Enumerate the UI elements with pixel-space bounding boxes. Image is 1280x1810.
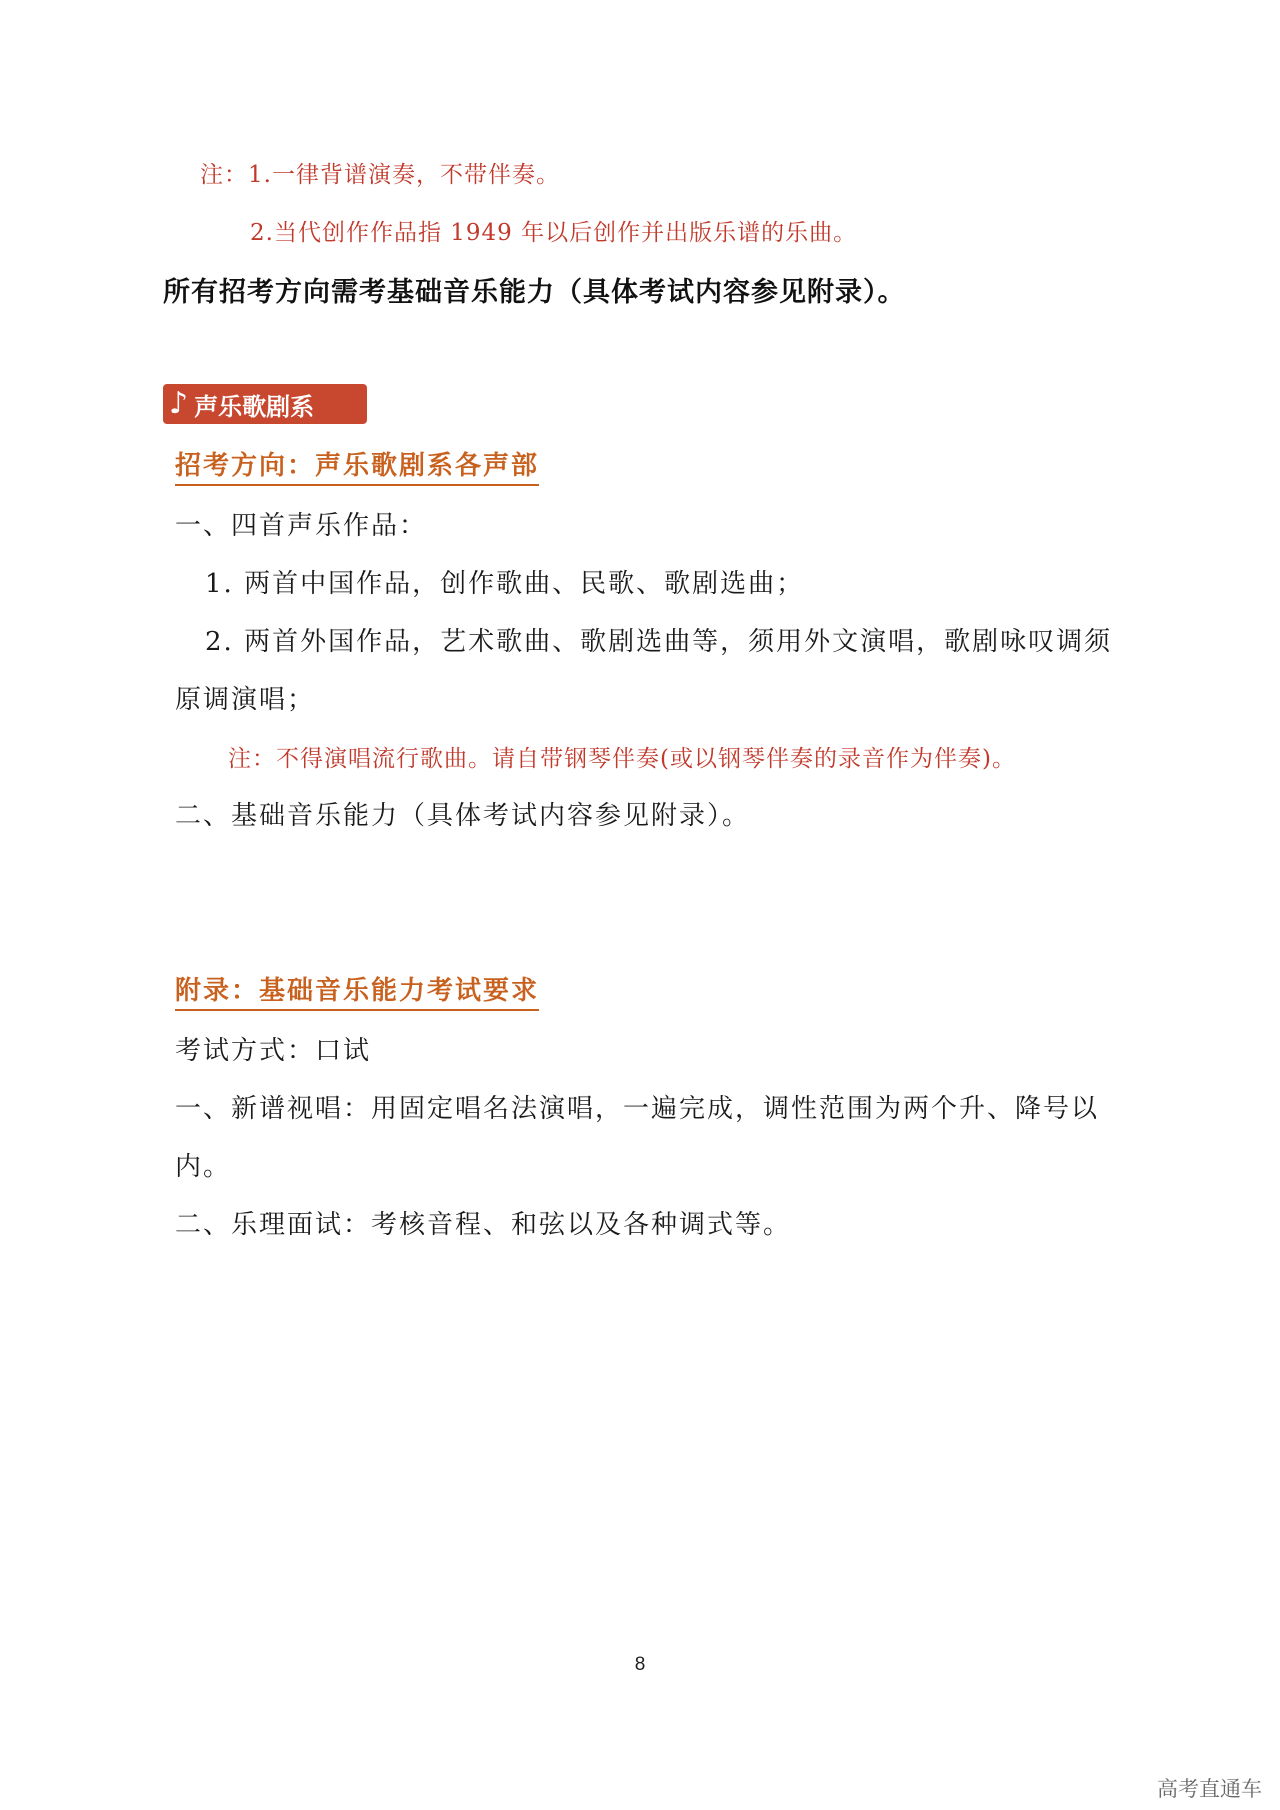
page-number: 8 [634,1654,646,1675]
general-requirement: 所有招考方向需考基础音乐能力（具体考试内容参见附录）。 [163,277,906,308]
direction-heading: 招考方向：声乐歌剧系各声部 [175,445,539,486]
section-item-1: 一、四首声乐作品： [175,511,428,541]
section-note: 注：不得演唱流行歌曲。请自带钢琴伴奏(或以钢琴伴奏的录音作为伴奏)。 [228,746,1016,772]
music-note-icon: ♪ [169,386,189,421]
section-badge-label: 声乐歌剧系 [194,392,315,421]
appendix-heading: 附录：基础音乐能力考试要求 [175,970,539,1011]
appendix-item-2: 二、乐理面试：考核音程、和弦以及各种调式等。 [175,1210,792,1240]
note-line-2: 2.当代创作作品指 1949 年以后创作并出版乐谱的乐曲。 [250,220,858,246]
watermark: 高考直通车 [1157,1777,1262,1801]
section-item-2: 二、基础音乐能力（具体考试内容参见附录）。 [175,801,751,831]
section-item-1-sub-1: 1. 两首中国作品，创作歌曲、民歌、歌剧选曲； [205,569,805,599]
section-badge [163,384,367,424]
section-item-1-sub-2-line-1: 2. 两首外国作品，艺术歌曲、歌剧选曲等，须用外文演唱，歌剧咏叹调须 [205,627,1113,657]
appendix-item-1-line-1: 一、新谱视唱：用固定唱名法演唱，一遍完成，调性范围为两个升、降号以 [175,1094,1100,1124]
section-item-1-sub-2-line-2: 原调演唱； [175,685,316,715]
exam-method: 考试方式：口试 [175,1036,372,1066]
appendix-item-1-line-2: 内。 [175,1152,232,1182]
note-line-1: 注：1.一律背谱演奏，不带伴奏。 [200,162,560,188]
